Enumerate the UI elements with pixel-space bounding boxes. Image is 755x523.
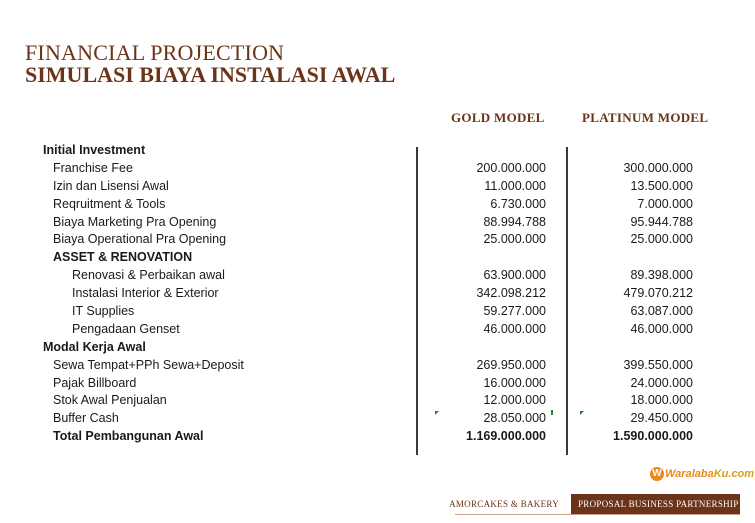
row-label: Pengadaan Genset [72, 321, 180, 336]
table-row [0, 142, 740, 160]
row-label: Modal Kerja Awal [43, 339, 146, 354]
platinum-value: 7.000.000 [637, 196, 693, 211]
cell-marker-icon [435, 411, 439, 415]
platinum-value: 24.000.000 [630, 375, 693, 390]
logo-badge-icon: W [650, 467, 664, 481]
platinum-value: 89.398.000 [630, 268, 693, 283]
platinum-value: 29.450.000 [630, 411, 693, 426]
row-label: Initial Investment [43, 143, 146, 157]
page-subtitle: SIMULASI BIAYA INSTALASI AWAL [25, 62, 396, 87]
table-row [0, 392, 740, 410]
row-label: Biaya Operational Pra Opening [53, 232, 227, 247]
row-label: Pajak Billboard [53, 375, 137, 390]
row-label: Biaya Marketing Pra Opening [53, 214, 217, 229]
row-label: IT Supplies [72, 304, 135, 319]
table-row [0, 178, 740, 196]
row-label: Sewa Tempat+PPh Sewa+Deposit [53, 357, 244, 372]
cell-marker-icon [580, 411, 584, 415]
gold-value: 59.277.000 [483, 304, 546, 319]
platinum-value: 13.500.000 [630, 178, 693, 193]
platinum-value: 1.590.000.000 [613, 429, 693, 444]
row-label: ASSET & RENOVATION [53, 250, 193, 265]
cost-table [0, 142, 740, 446]
row-label: Franchise Fee [53, 160, 133, 175]
logo-text-part2: Ku.com [713, 468, 755, 480]
platinum-value: 399.550.000 [623, 357, 693, 372]
table-row [0, 303, 740, 321]
table-row [0, 375, 740, 393]
platinum-value: 63.087.000 [630, 304, 693, 319]
table-row [0, 410, 740, 428]
gold-value: 63.900.000 [483, 268, 546, 283]
table-row [0, 214, 740, 232]
row-label: Reqruitment & Tools [53, 196, 166, 211]
column-header-platinum: PLATINUM MODEL [582, 110, 709, 125]
table-row [0, 357, 740, 375]
platinum-value: 18.000.000 [630, 393, 693, 408]
platinum-value: 95.944.788 [630, 214, 693, 229]
gold-value: 11.000.000 [484, 178, 546, 193]
row-label: Total Pembangunan Awal [53, 429, 204, 444]
footer-divider [455, 514, 740, 515]
gold-value: 12.000.000 [483, 393, 546, 408]
footer-brand: AMORCAKES & BAKERY [449, 499, 559, 509]
total-row [0, 428, 740, 446]
platinum-value: 300.000.000 [623, 160, 693, 175]
gold-value: 1.169.000.000 [466, 429, 546, 444]
table-row [0, 231, 740, 249]
page-title: FINANCIAL PROJECTION [25, 40, 285, 65]
platinum-value: 25.000.000 [630, 232, 693, 247]
column-header-gold: GOLD MODEL [451, 110, 545, 125]
gold-value: 200.000.000 [476, 160, 546, 175]
gold-value: 46.000.000 [483, 321, 546, 336]
gold-value: 342.098.212 [476, 286, 546, 301]
gold-value: 16.000.000 [483, 375, 546, 390]
platinum-value: 479.070.212 [623, 286, 693, 301]
logo-text-part1: Waralaba [665, 468, 714, 480]
gold-value: 88.994.788 [483, 214, 546, 229]
table-row [0, 160, 740, 178]
footer-proposal-label: PROPOSAL BUSINESS PARTNERSHIP | 14 [571, 494, 740, 514]
table-row [0, 339, 740, 357]
gold-value: 6.730.000 [490, 196, 546, 211]
cell-marker-icon [551, 410, 553, 415]
table-row [0, 321, 740, 339]
gold-value: 25.000.000 [483, 232, 546, 247]
row-label: Stok Awal Penjualan [53, 393, 167, 408]
table-row [0, 285, 740, 303]
table-row [0, 196, 740, 214]
row-label: Instalasi Interior & Exterior [72, 286, 219, 301]
gold-value: 28.050.000 [483, 411, 546, 426]
gold-value: 269.950.000 [476, 357, 546, 372]
row-label: Renovasi & Perbaikan awal [72, 268, 225, 283]
table-row [0, 267, 740, 285]
row-label: Buffer Cash [53, 411, 119, 426]
waralabaku-logo [650, 467, 754, 481]
row-label: Izin dan Lisensi Awal [53, 178, 169, 193]
table-row [0, 249, 740, 267]
platinum-value: 46.000.000 [630, 321, 693, 336]
